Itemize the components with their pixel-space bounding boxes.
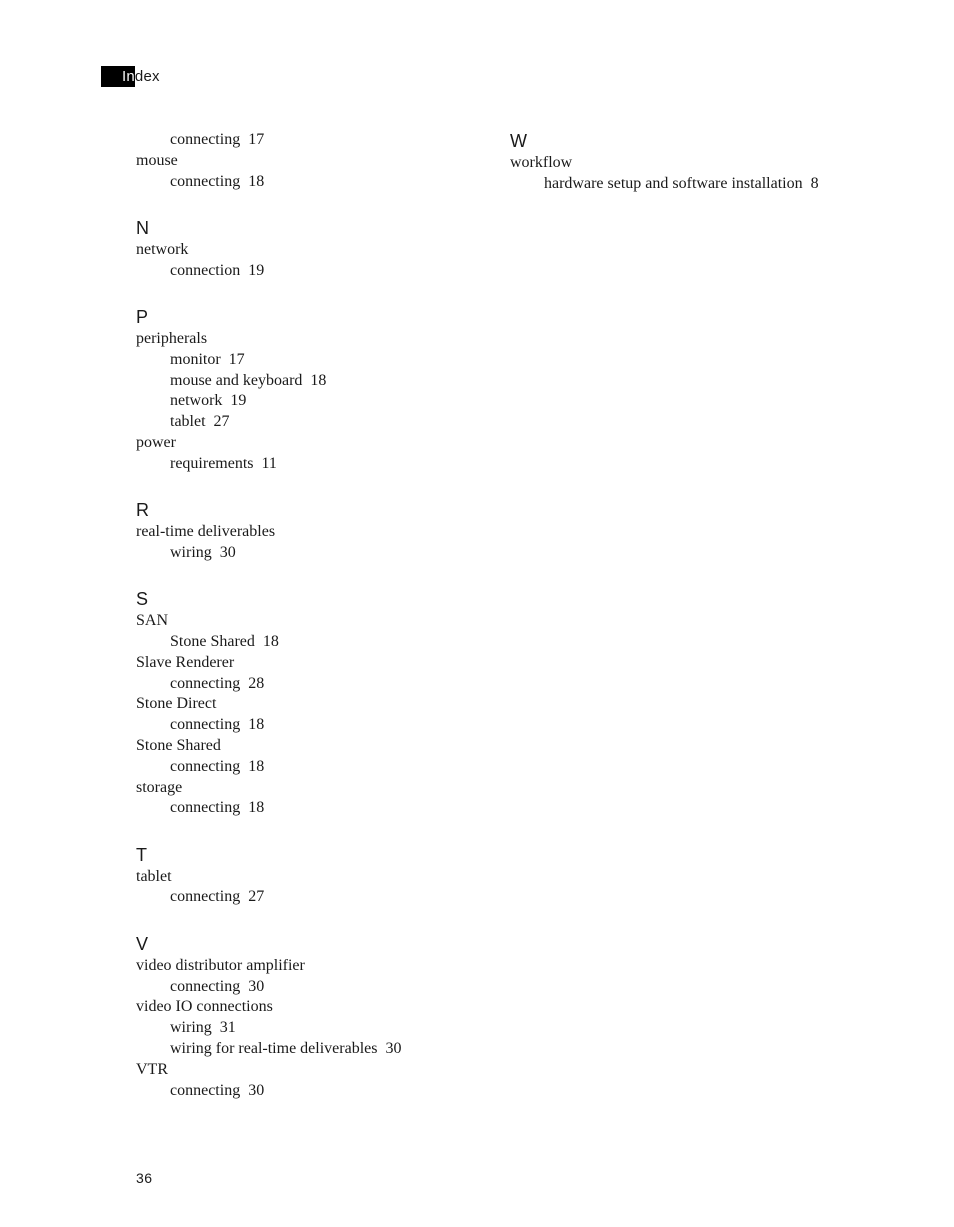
index-subentry: mouse and keyboard 18 [170, 371, 327, 389]
index-entry: workflow [510, 154, 573, 171]
index-entry: video IO connections [136, 998, 273, 1016]
index-section-v [136, 933, 476, 1102]
index-subentry: network 19 [170, 392, 247, 410]
index-subentry: connecting 17 [170, 131, 265, 148]
page-number: 36 [136, 1170, 153, 1186]
index-entry: tablet [136, 867, 172, 885]
index-section-n [136, 217, 476, 282]
section-letter-heading: V [136, 933, 149, 954]
index-subentry: connection 19 [170, 261, 265, 279]
index-subentry: connecting 18 [170, 716, 265, 734]
index-entry: peripherals [136, 329, 208, 347]
section-letter-heading: R [136, 500, 149, 521]
index-subentry: tablet 27 [170, 413, 230, 431]
index-subentry: wiring for real-time deliverables 30 [170, 1039, 402, 1057]
index-section-p [136, 306, 476, 475]
index-entry: VTR [136, 1060, 168, 1078]
index-subentry: connecting 18 [170, 799, 265, 817]
index-column-left [136, 130, 476, 1101]
section-letter-heading: P [136, 306, 149, 327]
index-entry: mouse [136, 151, 178, 169]
index-subentry: hardware setup and software installation 8 [544, 174, 819, 192]
index-entry: video distributor amplifier [136, 956, 305, 974]
index-entry: power [136, 433, 176, 451]
index-entry: SAN [136, 612, 169, 630]
index-column-right [510, 130, 930, 195]
index-subentry: connecting 18 [170, 172, 265, 190]
index-section-t [136, 844, 476, 909]
section-letter-heading: W [510, 131, 527, 151]
index-entry: Stone Shared [136, 736, 221, 754]
index-subentry: monitor 17 [170, 350, 245, 368]
index-entry: storage [136, 778, 183, 796]
index-subentry: connecting 27 [170, 888, 265, 906]
index-section-s [136, 588, 476, 819]
index-entry: real-time deliverables [136, 523, 276, 541]
index-subentry: wiring 31 [170, 1019, 236, 1037]
index-entry: network [136, 240, 189, 258]
section-letter-heading: S [136, 589, 149, 610]
index-subentry: requirements 11 [170, 454, 277, 472]
index-entry: Stone Direct [136, 695, 217, 713]
index-subentry: connecting 30 [170, 1081, 265, 1099]
index-subentry: connecting 18 [170, 757, 265, 775]
index-subentry: Stone Shared 18 [170, 632, 279, 650]
section-letter-heading: T [136, 844, 147, 865]
header-title: Index [122, 68, 160, 85]
index-subentry: connecting 30 [170, 977, 265, 995]
index-section-w [510, 130, 930, 195]
index-subentry: connecting 28 [170, 674, 265, 692]
section-letter-heading: N [136, 217, 149, 238]
running-header [101, 66, 221, 87]
index-entry: Slave Renderer [136, 653, 235, 671]
index-subentry: wiring 30 [170, 543, 236, 561]
index-section-r [136, 499, 476, 564]
